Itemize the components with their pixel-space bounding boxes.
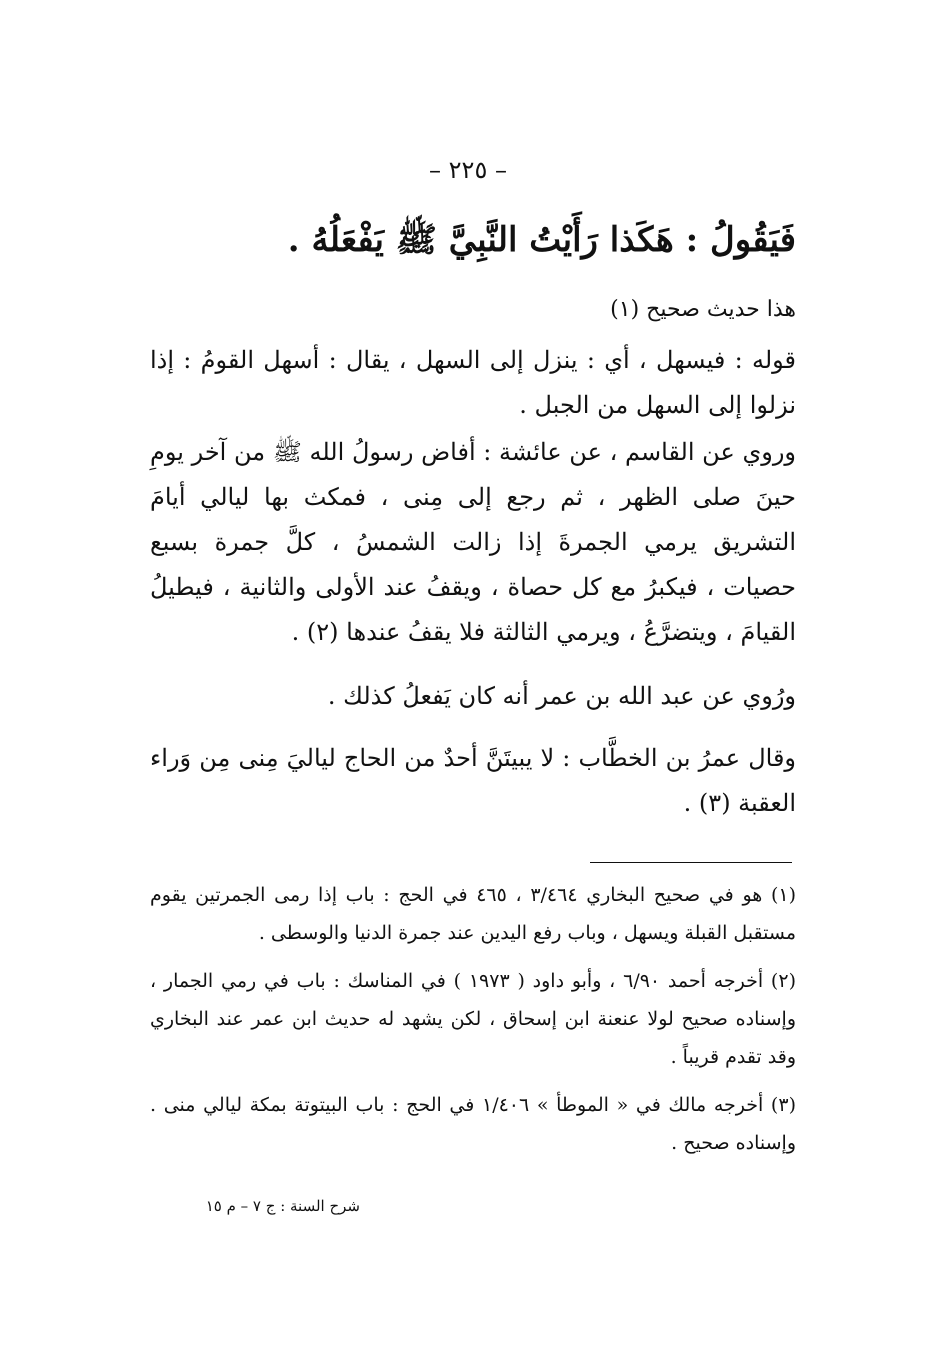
- footnotes-section: [150, 876, 796, 1172]
- page-number: – ٢٢٥ –: [429, 156, 507, 184]
- paragraph-aisha-narration: وروي عن القاسم ، عن عائشة : أفاض رسولُ الله ﷺ من آخر يومِ حينَ صلى الظهر ، ثم رجع إلى مِنى ، فمكث بها ليالي أيامَ التشريق يرمي الجمرةَ إذا زالت الشمسُ ، كلَّ جمرة بسبع حصيات ، فيكبرُ مع كل حصاة ، ويقفُ عند الأولى والثانية ، فيطيلُ القيامَ ، ويتضرَّعُ ، ويرمي الثالثة فلا يقفُ عندها (٢) .: [150, 438, 796, 646]
- hadith-quote-line: فَيَقُولُ : هَكَذا رَأَيْتُ النَّبِيَّ ﷺ يَفْعَلُهُ .: [287, 220, 796, 260]
- footnote-1: (١) هو في صحيح البخاري ٣/٤٦٤ ، ٤٦٥ في الحج : باب إذا رمى الجمرتين يقوم مستقبل القبلة ويسهل ، وباب رفع اليدين عند جمرة الدنيا والوسطى .: [150, 884, 796, 944]
- paragraph-ibn-umar: ورُوي عن عبد الله بن عمر أنه كان يَفعلُ كذلك .: [327, 682, 796, 710]
- hadith-grading-note: هذا حديث صحيح (١): [610, 297, 796, 322]
- footnote-2: (٢) أخرجه أحمد ٦/٩٠ ، وأبو داود ( ١٩٧٣ ) في المناسك : باب في رمي الجمار ، وإسناده صحيح لولا عنعنة ابن إسحاق ، لكن يشهد له حديث ابن عمر عند البخاري وقد تقدم قريباً .: [150, 970, 796, 1068]
- signature-mark: شرح السنة : ج ٧ – م ١٥: [205, 1197, 360, 1215]
- footnote-divider: [590, 862, 792, 863]
- paragraph-umar-statement: وقال عمرُ بن الخطَّاب : لا يبيتَنَّ أحدٌ من الحاج لياليَ مِنى مِن وَراء العقبة (٣) .: [150, 744, 796, 817]
- footnote-3: (٣) أخرجه مالك في « الموطأ » ١/٤٠٦ في الحج : باب البيتوتة بمكة ليالي منى . وإسناده صحيح .: [150, 1094, 796, 1154]
- paragraph-explanation: قوله : فيسهل ، أي : ينزل إلى السهل ، يقال : أسهل القومُ : إذا نزلوا إلى السهل من الجبل .: [150, 346, 796, 419]
